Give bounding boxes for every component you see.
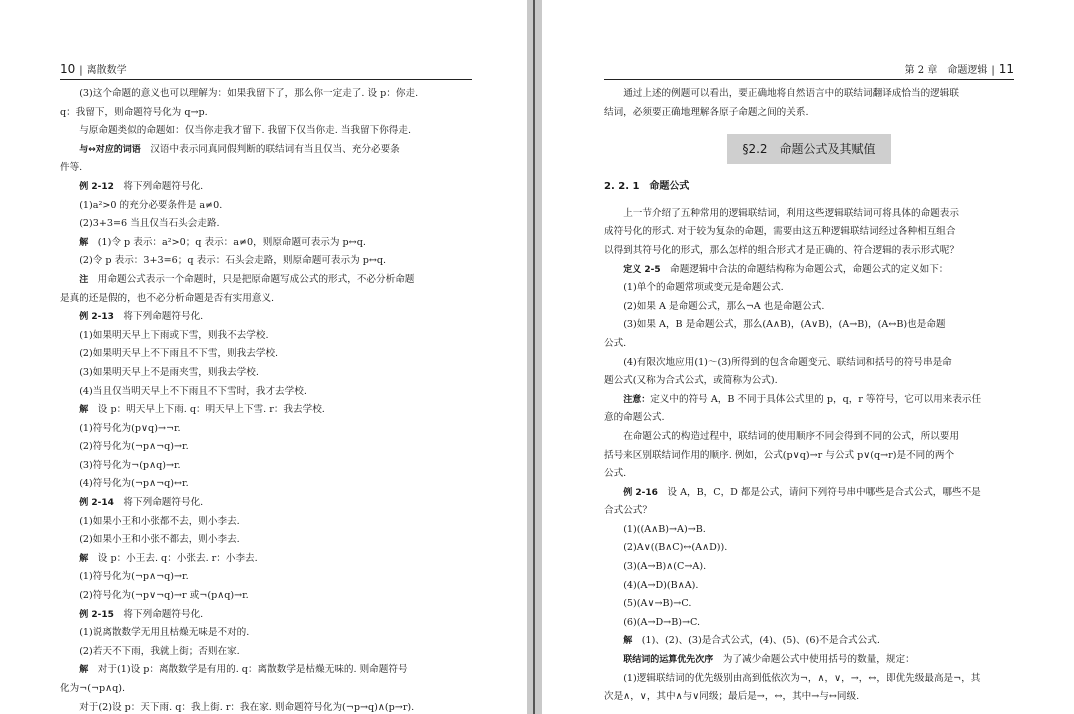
text-line (60, 624, 472, 643)
text-line (604, 335, 1014, 354)
text-line (60, 513, 472, 532)
text-line (604, 261, 1014, 280)
line-text: q：我留下，则命题符号化为 q→p. (60, 106, 208, 118)
line-text: (1)说离散数学无用且枯燥无味是不对的. (79, 627, 250, 639)
line-text: (2)3+3=6 当且仅当石头会走路. (79, 218, 220, 230)
text-line (604, 484, 1014, 503)
line-text: 将下列命题符号化. (113, 180, 204, 192)
line-text: 括号来区别联结词作用的顺序. 例如，公式(p∨q)→r 与公式 p∨(q→r)是不同的两个 (604, 449, 955, 461)
text-line (60, 141, 472, 160)
line-label: 联结词的运算优先次序 (623, 655, 714, 666)
line-text: 化为¬(¬p∧q). (60, 683, 126, 694)
text-line (604, 577, 1014, 596)
subsection-heading: 2. 2. 1 命题公式 (604, 181, 690, 193)
text-line (60, 531, 472, 550)
text-line (60, 85, 472, 104)
line-text: 上一节介绍了五种常用的逻辑联结词，利用这些逻辑联结词可将具体的命题表示 (623, 207, 959, 219)
text-line (60, 197, 472, 216)
right-running-head: 第 2 章 命题逻辑 | 11 (604, 62, 1014, 80)
text-line (604, 595, 1014, 614)
line-text: (1)如果小王和小张都不去，则小李去. (79, 515, 240, 527)
line-text: 设 p：小王去. q：小张去. r：小李去. (88, 552, 258, 564)
line-text: (1)逻辑联结词的优先级别由高到低依次为¬，∧，∨，→，↔，即优先级最高是¬，其 (623, 672, 981, 684)
line-label: 例 2-15 (79, 609, 114, 620)
line-text: 设 A，B，C，D 都是公式，请问下列符号串中哪些是合式公式，哪些不是 (657, 486, 981, 498)
line-text: 结词，必须要正确地理解各原子命题之间的关系. (604, 106, 809, 118)
line-text: 与原命题类似的命题如：仅当你走我才留下. 我留下仅当你走. 当我留下你得走. (79, 125, 412, 137)
line-text: (1)、(2)、(3)是合式公式，(4)、(5)、(6)不是合式公式. (632, 635, 880, 647)
right-page-number: 11 (998, 62, 1014, 76)
line-label: 定义 2-5 (623, 264, 661, 275)
line-text: (1)a²>0 的充分必要条件是 a≠0. (79, 199, 223, 211)
line-text: 用命题公式表示一个命题时，只是把原命题写成公式的形式，不必分析命题 (88, 273, 415, 285)
text-line (60, 438, 472, 457)
text-line (604, 558, 1014, 577)
line-text: (2)如果小王和小张不都去，则小李去. (79, 534, 240, 546)
gutter-divider (533, 0, 535, 714)
line-label: 解 (623, 636, 633, 647)
line-text: (3)如果 A，B 是命题公式，那么(A∧B)，(A∨B)，(A→B)，(A↔B)也是命题 (623, 319, 946, 331)
text-line (60, 661, 472, 680)
line-text: 对于(2)设 p：天下雨. q：我上街. r：我在家. 则命题符号化为(¬p→q)∧(p→r). (79, 701, 415, 713)
line-text: (4)符号化为(¬p∧¬q)↔r. (79, 478, 189, 490)
line-text: 设 p：明天早上下雨. q：明天早上下雪. r：我去学校. (88, 404, 325, 416)
book-title: 离散数学 (86, 65, 127, 76)
text-line (60, 178, 472, 197)
line-label: 注 (79, 274, 89, 285)
text-line (60, 104, 472, 123)
line-text: (2)A∨((B∧C)↔(A∧D)). (623, 542, 728, 554)
line-label: 与↔对应的词语 (79, 144, 141, 155)
text-line (60, 494, 472, 513)
left-page (0, 0, 527, 714)
line-text: (1)符号化为(p∨q)→¬r. (79, 422, 181, 434)
text-line (60, 643, 472, 662)
text-line (604, 391, 1014, 410)
text-line (60, 327, 472, 346)
text-line (604, 502, 1014, 521)
text-line (604, 539, 1014, 558)
left-running-head: 10 | 离散数学 (60, 62, 472, 80)
line-label: 例 2-12 (79, 181, 114, 192)
line-text: (2)令 p 表示：3+3=6；q 表示：石头会走路，则原命题可表示为 p↔q. (79, 255, 387, 267)
section-heading: §2.2 命题公式及其赋值 (727, 134, 891, 164)
line-text: 合式公式？ (604, 505, 652, 517)
line-text: (5)(A∨→B)→C. (623, 598, 692, 610)
intro-paragraph (604, 85, 1014, 122)
line-text: (2)若天不下雨，我就上街；否则在家. (79, 645, 240, 657)
left-page-number: 10 (60, 62, 76, 76)
text-line (60, 122, 472, 141)
line-text: 通过上述的例题可以看出，要正确地将自然语言中的联结词翻译成恰当的逻辑联 (623, 88, 959, 99)
line-text: (4)当且仅当明天早上不下雨且不下雪时，我才去学校. (79, 385, 307, 397)
text-line (60, 271, 472, 290)
line-text: (3)(A→B)∧(C→A). (623, 561, 707, 573)
line-text: (1)((A∧B)→A)→B. (623, 523, 706, 535)
line-text: 汉语中表示同真同假判断的联结词有当且仅当、充分必要条 (140, 143, 400, 155)
line-label: 解 (79, 665, 89, 676)
text-line (60, 345, 472, 364)
text-line (604, 521, 1014, 540)
text-line (604, 651, 1014, 670)
line-label: 例 2-16 (623, 487, 658, 498)
line-text: 意的命题公式. (604, 412, 665, 424)
line-text: 将下列命题符号化. (113, 608, 204, 620)
line-label: 解 (79, 405, 89, 416)
text-line (604, 447, 1014, 466)
text-line (60, 420, 472, 439)
line-text: (1)令 p 表示：a²>0；q 表示：a≠0，则原命题可表示为 p↔q. (88, 236, 366, 248)
line-text: 是真的还是假的，也不必分析命题是否有实用意义. (60, 292, 275, 304)
text-line (604, 205, 1014, 224)
line-text: (4)(A→D)(B∧A). (623, 579, 699, 591)
line-label: 解 (79, 553, 89, 564)
line-text: 在命题公式的构造过程中，联结词的使用顺序不同会得到不同的公式，所以要用 (623, 430, 959, 442)
text-line (60, 606, 472, 625)
line-text: (6)(A→D→B)→C. (623, 616, 701, 628)
text-line (60, 699, 472, 714)
text-line (60, 252, 472, 271)
section-text (604, 205, 1014, 707)
line-label: 例 2-14 (79, 498, 114, 509)
text-line (604, 242, 1014, 261)
line-text: (2)符号化为(¬p∨¬q)→r 或¬(p∧q)→r. (79, 590, 249, 602)
line-label: 例 2-13 (79, 312, 114, 323)
text-line (604, 614, 1014, 633)
text-line (604, 372, 1014, 391)
line-label: 解 (79, 237, 89, 248)
right-page (542, 0, 1074, 714)
right-page-body (604, 85, 1014, 707)
text-line (60, 383, 472, 402)
text-line (604, 104, 1014, 123)
line-text: (1)符号化为(¬p∧¬q)→r. (79, 571, 189, 583)
line-text: 件等. (60, 162, 83, 174)
text-line (60, 308, 472, 327)
text-line (604, 632, 1014, 651)
line-text: 以得到其符号化的形式，那么怎样的组合形式才是正确的、符合逻辑的表示形式呢？ (604, 244, 959, 256)
line-text: (3)这个命题的意义也可以理解为：如果我留下了，那么你一定走了. 设 p：你走. (79, 88, 419, 99)
text-line (60, 475, 472, 494)
line-text: 对于(1)设 p：离散数学是有用的. q：离散数学是枯燥无味的. 则命题符号 (88, 664, 408, 676)
line-text: 为了减少命题公式中使用括号的数量，规定： (713, 654, 915, 666)
text-line (604, 316, 1014, 335)
line-text: (1)如果明天早上下雨或下雪，则我不去学校. (79, 329, 269, 341)
line-text: (3)如果明天早上不是雨夹雪，则我去学校. (79, 366, 259, 378)
line-text: (1)单个的命题常项或变元是命题公式. (623, 282, 784, 294)
left-page-body (60, 85, 472, 714)
line-text: 将下列命题符号化. (113, 311, 204, 323)
line-text: 公式. (604, 337, 627, 349)
line-text: 次是∧，∨，其中∧与∨同级；最后是→，↔，其中→与↔同级. (604, 691, 860, 703)
line-text: (3)符号化为¬(p∧q)→r. (79, 459, 181, 471)
line-label: 注意： (623, 394, 651, 405)
line-text: (4)有限次地应用(1)～(3)所得到的包含命题变元、联结词和括号的符号串是命 (623, 356, 952, 368)
text-line (604, 298, 1014, 317)
line-text: 定义中的符号 A，B 不同于具体公式里的 p，q，r 等符号，它可以用来表示任 (650, 393, 982, 405)
line-text: 公式. (604, 468, 627, 480)
text-line (604, 354, 1014, 373)
text-line (604, 85, 1014, 104)
text-line (604, 670, 1014, 689)
text-line (60, 550, 472, 569)
text-line (604, 279, 1014, 298)
text-line (60, 234, 472, 253)
chapter-title: 第 2 章 命题逻辑 (904, 65, 988, 76)
line-text: (2)如果明天早上不下雨且不下雪，则我去学校. (79, 348, 279, 360)
line-text: 成符号化的形式. 对于较为复杂的命题，需要由这五种逻辑联结词经过各种相互组合 (604, 226, 956, 238)
text-line (604, 409, 1014, 428)
text-line (60, 457, 472, 476)
text-line (60, 364, 472, 383)
text-line (60, 159, 472, 178)
line-text: 命题逻辑中合法的命题结构称为命题公式，命题公式的定义如下： (660, 263, 949, 275)
text-line (60, 215, 472, 234)
text-line (604, 223, 1014, 242)
text-line (604, 428, 1014, 447)
text-line (604, 688, 1014, 707)
text-line (60, 680, 472, 699)
line-text: 将下列命题符号化. (113, 497, 204, 509)
text-line (60, 290, 472, 309)
text-line (604, 465, 1014, 484)
text-line (60, 401, 472, 420)
text-line (60, 587, 472, 606)
line-text: (2)如果 A 是命题公式，那么¬A 也是命题公式. (623, 300, 825, 312)
text-line (60, 568, 472, 587)
line-text: (2)符号化为(¬p∧¬q)→r. (79, 441, 189, 453)
line-text: 题公式(又称为合式公式，或简称为公式). (604, 375, 778, 387)
